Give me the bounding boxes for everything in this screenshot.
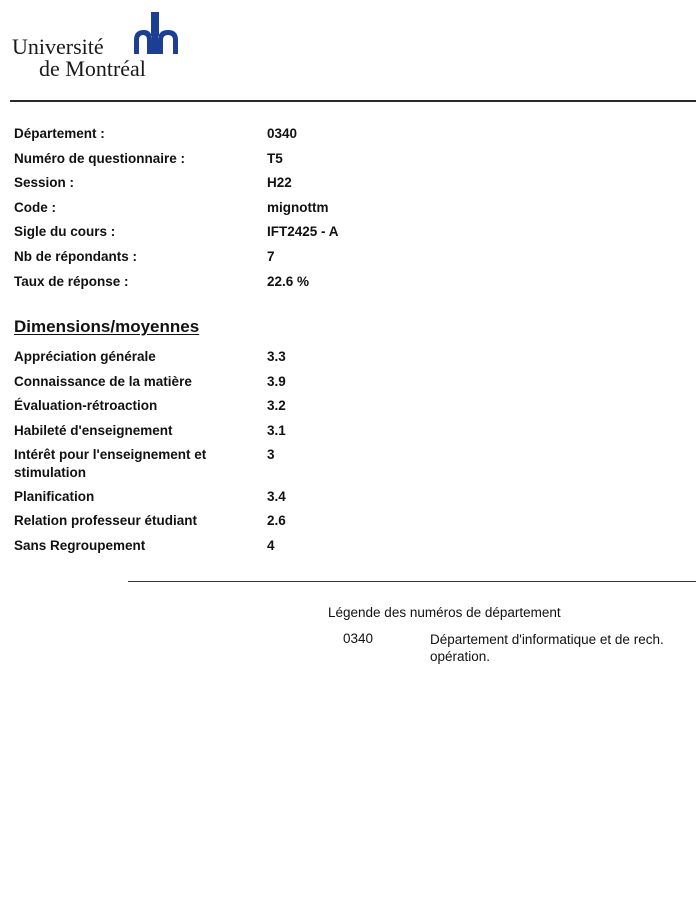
- info-value: IFT2425 - A: [267, 224, 339, 239]
- legend-department-description: Département d'informatique et de rech. opération.: [430, 632, 664, 664]
- dimension-label: Intérêt pour l'enseignement et stimulation: [14, 447, 207, 480]
- info-label: Nb de répondants :: [14, 249, 138, 264]
- legend-divider: [128, 581, 696, 582]
- dimension-label: Relation professeur étudiant: [14, 513, 198, 528]
- logo-text-line1: Université: [12, 34, 104, 59]
- info-label: Code :: [14, 200, 56, 215]
- dimension-label: Habileté d'enseignement: [14, 423, 173, 438]
- dimension-value: 2.6: [267, 513, 286, 528]
- dimension-value: 3.3: [267, 349, 286, 364]
- dimension-label: Évaluation-rétroaction: [14, 398, 158, 413]
- legend-department-code: 0340: [343, 631, 374, 646]
- dimension-value: 3.2: [267, 398, 286, 413]
- dimension-value: 3: [267, 447, 275, 462]
- info-label: Taux de réponse :: [14, 274, 129, 289]
- dimension-value: 3.1: [267, 423, 286, 438]
- university-logo: [12, 12, 192, 80]
- info-value: 7: [267, 249, 275, 264]
- udem-shield-mark-icon: [134, 12, 180, 54]
- dimension-value: 3.9: [267, 374, 286, 389]
- info-label: Sigle du cours :: [14, 224, 116, 239]
- info-label: Département :: [14, 126, 105, 141]
- info-value: 0340: [267, 126, 298, 141]
- header-divider: [10, 100, 696, 102]
- info-label: Numéro de questionnaire :: [14, 151, 186, 166]
- dimension-label: Planification: [14, 489, 95, 504]
- legend-title: Légende des numéros de département: [328, 605, 561, 620]
- info-value: T5: [267, 151, 283, 166]
- logo-text-line2: de Montréal: [39, 56, 146, 81]
- dimension-value: 4: [267, 538, 275, 553]
- dimension-value: 3.4: [267, 489, 286, 504]
- info-label: Session :: [14, 175, 75, 190]
- dimension-label: Connaissance de la matière: [14, 374, 192, 389]
- dimension-label: Sans Regroupement: [14, 538, 146, 553]
- section-title-dimensions: Dimensions/moyennes: [14, 317, 200, 336]
- dimension-label: Appréciation générale: [14, 349, 156, 364]
- info-value: H22: [267, 175, 292, 190]
- info-value: mignottm: [267, 200, 329, 215]
- info-value: 22.6 %: [267, 274, 310, 289]
